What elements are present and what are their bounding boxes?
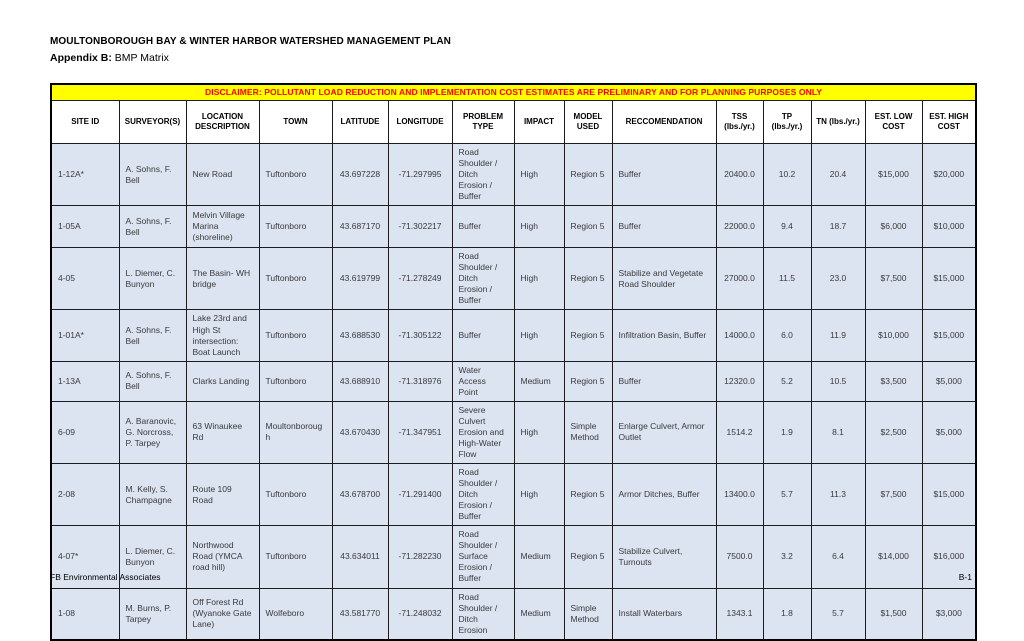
table-cell: 4-05 xyxy=(51,248,119,310)
table-cell: 43.678700 xyxy=(332,464,388,526)
column-header: PROBLEM TYPE xyxy=(452,101,514,144)
table-cell: High xyxy=(514,248,564,310)
column-header: LATITUDE xyxy=(332,101,388,144)
table-cell: Region 5 xyxy=(564,310,612,361)
table-cell: Northwood Road (YMCA road hill) xyxy=(186,526,259,588)
table-cell: $20,000 xyxy=(922,144,976,206)
table-row xyxy=(51,144,976,206)
table-cell: 6.4 xyxy=(811,526,865,588)
table-cell: 1-12A* xyxy=(51,144,119,206)
table-cell: A. Baranovic, G. Norcross, P. Tarpey xyxy=(119,401,186,463)
table-cell: 27000.0 xyxy=(716,248,763,310)
table-cell: 1-01A* xyxy=(51,310,119,361)
column-header: TSS (lbs./yr.) xyxy=(716,101,763,144)
header-row xyxy=(51,101,976,144)
table-cell: Wolfeboro xyxy=(259,588,332,640)
disclaimer-banner: DISCLAIMER: POLLUTANT LOAD REDUCTION AND IMPLEMENTATION COST ESTIMATES ARE PRELIMINARY AND FOR PLANNING PURPOSES ONLY xyxy=(51,84,976,101)
table-cell: 43.688910 xyxy=(332,361,388,401)
table-cell: 20400.0 xyxy=(716,144,763,206)
column-header: RECCOMENDATION xyxy=(612,101,716,144)
table-cell: Melvin Village Marina (shoreline) xyxy=(186,206,259,248)
table-cell: Road Shoulder / Ditch Erosion / Buffer xyxy=(452,464,514,526)
table-cell: $10,000 xyxy=(865,310,922,361)
table-cell: M. Kelly, S. Champagne xyxy=(119,464,186,526)
table-cell: 43.688530 xyxy=(332,310,388,361)
column-header: SURVEYOR(S) xyxy=(119,101,186,144)
table-cell: High xyxy=(514,206,564,248)
table-cell: 10.5 xyxy=(811,361,865,401)
table-cell: A. Sohns, F. Bell xyxy=(119,144,186,206)
table-cell: Region 5 xyxy=(564,248,612,310)
table-cell: Route 109 Road xyxy=(186,464,259,526)
table-cell: Stabilize Culvert, Turnouts xyxy=(612,526,716,588)
table-cell: A. Sohns, F. Bell xyxy=(119,310,186,361)
table-cell: 43.697228 xyxy=(332,144,388,206)
table-cell: High xyxy=(514,310,564,361)
table-cell: -71.318976 xyxy=(388,361,452,401)
table-cell: Tuftonboro xyxy=(259,144,332,206)
table-cell: -71.291400 xyxy=(388,464,452,526)
table-cell: New Road xyxy=(186,144,259,206)
table-row xyxy=(51,310,976,361)
table-cell: High xyxy=(514,464,564,526)
column-header: EST. LOW COST xyxy=(865,101,922,144)
table-cell: 43.670430 xyxy=(332,401,388,463)
table-cell: $15,000 xyxy=(865,144,922,206)
table-cell: Road Shoulder / Ditch Erosion / Buffer xyxy=(452,144,514,206)
table-cell: $5,000 xyxy=(922,401,976,463)
table-cell: Tuftonboro xyxy=(259,464,332,526)
footer-page-number: B-1 xyxy=(958,572,972,582)
table-cell: Road Shoulder / Ditch Erosion / Buffer xyxy=(452,248,514,310)
table-cell: L. Diemer, C. Bunyon xyxy=(119,248,186,310)
table-cell: Tuftonboro xyxy=(259,248,332,310)
table-cell: Moultonborough xyxy=(259,401,332,463)
table-cell: Off Forest Rd (Wyanoke Gate Lane) xyxy=(186,588,259,640)
table-cell: Medium xyxy=(514,526,564,588)
table-cell: $2,500 xyxy=(865,401,922,463)
table-cell: 1.8 xyxy=(763,588,811,640)
column-header: SITE ID xyxy=(51,101,119,144)
table-cell: Medium xyxy=(514,588,564,640)
table-cell: Region 5 xyxy=(564,526,612,588)
table-cell: 5.2 xyxy=(763,361,811,401)
table-cell: $15,000 xyxy=(922,464,976,526)
table-cell: $6,000 xyxy=(865,206,922,248)
table-cell: 1-13A xyxy=(51,361,119,401)
table-cell: -71.282230 xyxy=(388,526,452,588)
table-cell: 23.0 xyxy=(811,248,865,310)
table-cell: Buffer xyxy=(612,206,716,248)
table-cell: 10.2 xyxy=(763,144,811,206)
table-cell: -71.278249 xyxy=(388,248,452,310)
table-cell: High xyxy=(514,401,564,463)
table-cell: 22000.0 xyxy=(716,206,763,248)
table-row xyxy=(51,401,976,463)
table-cell: Road Shoulder / Surface Erosion / Buffer xyxy=(452,526,514,588)
table-cell: 14000.0 xyxy=(716,310,763,361)
table-cell: $14,000 xyxy=(865,526,922,588)
footer-company: FB Environmental Associates xyxy=(50,572,161,582)
table-cell: 20.4 xyxy=(811,144,865,206)
column-header: TOWN xyxy=(259,101,332,144)
table-cell: 43.581770 xyxy=(332,588,388,640)
bmp-matrix-table xyxy=(50,83,977,641)
table-cell: 11.5 xyxy=(763,248,811,310)
table-row xyxy=(51,588,976,640)
table-cell: 12320.0 xyxy=(716,361,763,401)
table-cell: 43.687170 xyxy=(332,206,388,248)
table-cell: $5,000 xyxy=(922,361,976,401)
table-row xyxy=(51,526,976,588)
table-cell: 6-09 xyxy=(51,401,119,463)
column-header: IMPACT xyxy=(514,101,564,144)
table-cell: Clarks Landing xyxy=(186,361,259,401)
table-cell: 1.9 xyxy=(763,401,811,463)
table-cell: M. Burns, P. Tarpey xyxy=(119,588,186,640)
table-cell: 2-08 xyxy=(51,464,119,526)
table-row xyxy=(51,206,976,248)
column-header: TP (lbs./yr.) xyxy=(763,101,811,144)
table-cell: Road Shoulder / Ditch Erosion xyxy=(452,588,514,640)
table-cell: Tuftonboro xyxy=(259,526,332,588)
disclaimer-row xyxy=(51,84,976,101)
table-cell: Simple Method xyxy=(564,401,612,463)
table-cell: $16,000 xyxy=(922,526,976,588)
table-cell: 5.7 xyxy=(811,588,865,640)
table-cell: -71.305122 xyxy=(388,310,452,361)
table-cell: $10,000 xyxy=(922,206,976,248)
table-cell: Enlarge Culvert, Armor Outlet xyxy=(612,401,716,463)
table-cell: Buffer xyxy=(612,144,716,206)
table-cell: Simple Method xyxy=(564,588,612,640)
table-cell: -71.297995 xyxy=(388,144,452,206)
appendix-subtitle xyxy=(50,52,169,64)
table-cell: $15,000 xyxy=(922,310,976,361)
table-cell: 1343.1 xyxy=(716,588,763,640)
table-cell: Infiltration Basin, Buffer xyxy=(612,310,716,361)
table-cell: Tuftonboro xyxy=(259,206,332,248)
table-cell: A. Sohns, F. Bell xyxy=(119,206,186,248)
table-cell: Medium xyxy=(514,361,564,401)
table-cell: $3,500 xyxy=(865,361,922,401)
table-cell: 11.9 xyxy=(811,310,865,361)
table-cell: L. Diemer, C. Bunyon xyxy=(119,526,186,588)
appendix-label: Appendix B: xyxy=(50,52,112,64)
table-cell: Lake 23rd and High St intersection: Boat Launch xyxy=(186,310,259,361)
table-cell: 43.634011 xyxy=(332,526,388,588)
table-cell: Region 5 xyxy=(564,361,612,401)
table-cell: 5.7 xyxy=(763,464,811,526)
table-cell: -71.302217 xyxy=(388,206,452,248)
table-cell: 6.0 xyxy=(763,310,811,361)
table-cell: -71.347951 xyxy=(388,401,452,463)
appendix-name: BMP Matrix xyxy=(111,52,169,64)
table-cell: Region 5 xyxy=(564,206,612,248)
table-row xyxy=(51,361,976,401)
table-cell: A. Sohns, F. Bell xyxy=(119,361,186,401)
table-row xyxy=(51,248,976,310)
column-header: MODEL USED xyxy=(564,101,612,144)
table-cell: Severe Culvert Erosion and High-Water Flow xyxy=(452,401,514,463)
table-cell: 1514.2 xyxy=(716,401,763,463)
bmp-matrix-container xyxy=(50,83,975,641)
table-row xyxy=(51,464,976,526)
table-cell: 8.1 xyxy=(811,401,865,463)
table-cell: 1-05A xyxy=(51,206,119,248)
table-cell: Water Access Point xyxy=(452,361,514,401)
table-cell: $3,000 xyxy=(922,588,976,640)
table-cell: $1,500 xyxy=(865,588,922,640)
table-cell: 9.4 xyxy=(763,206,811,248)
table-cell: Tuftonboro xyxy=(259,310,332,361)
column-header: EST. HIGH COST xyxy=(922,101,976,144)
table-cell: Buffer xyxy=(452,206,514,248)
table-cell: $15,000 xyxy=(922,248,976,310)
column-header: TN (lbs./yr.) xyxy=(811,101,865,144)
table-cell: Stabilize and Vegetate Road Shoulder xyxy=(612,248,716,310)
table-cell: 11.3 xyxy=(811,464,865,526)
table-cell: Buffer xyxy=(612,361,716,401)
table-cell: Region 5 xyxy=(564,144,612,206)
table-cell: High xyxy=(514,144,564,206)
table-cell: Armor Ditches, Buffer xyxy=(612,464,716,526)
table-cell: $7,500 xyxy=(865,248,922,310)
document-title: MOULTONBOROUGH BAY & WINTER HARBOR WATERSHED MANAGEMENT PLAN xyxy=(50,36,451,47)
table-cell: 4-07* xyxy=(51,526,119,588)
table-cell: 63 Winaukee Rd xyxy=(186,401,259,463)
table-cell: 43.619799 xyxy=(332,248,388,310)
table-cell: 7500.0 xyxy=(716,526,763,588)
column-header: LOCATION DESCRIPTION xyxy=(186,101,259,144)
table-cell: -71.248032 xyxy=(388,588,452,640)
table-cell: 18.7 xyxy=(811,206,865,248)
table-cell: Tuftonboro xyxy=(259,361,332,401)
table-cell: $7,500 xyxy=(865,464,922,526)
table-cell: The Basin- WH bridge xyxy=(186,248,259,310)
column-header: LONGITUDE xyxy=(388,101,452,144)
table-cell: 13400.0 xyxy=(716,464,763,526)
table-cell: 1-08 xyxy=(51,588,119,640)
table-cell: 3.2 xyxy=(763,526,811,588)
table-cell: Region 5 xyxy=(564,464,612,526)
table-cell: Install Waterbars xyxy=(612,588,716,640)
table-cell: Buffer xyxy=(452,310,514,361)
